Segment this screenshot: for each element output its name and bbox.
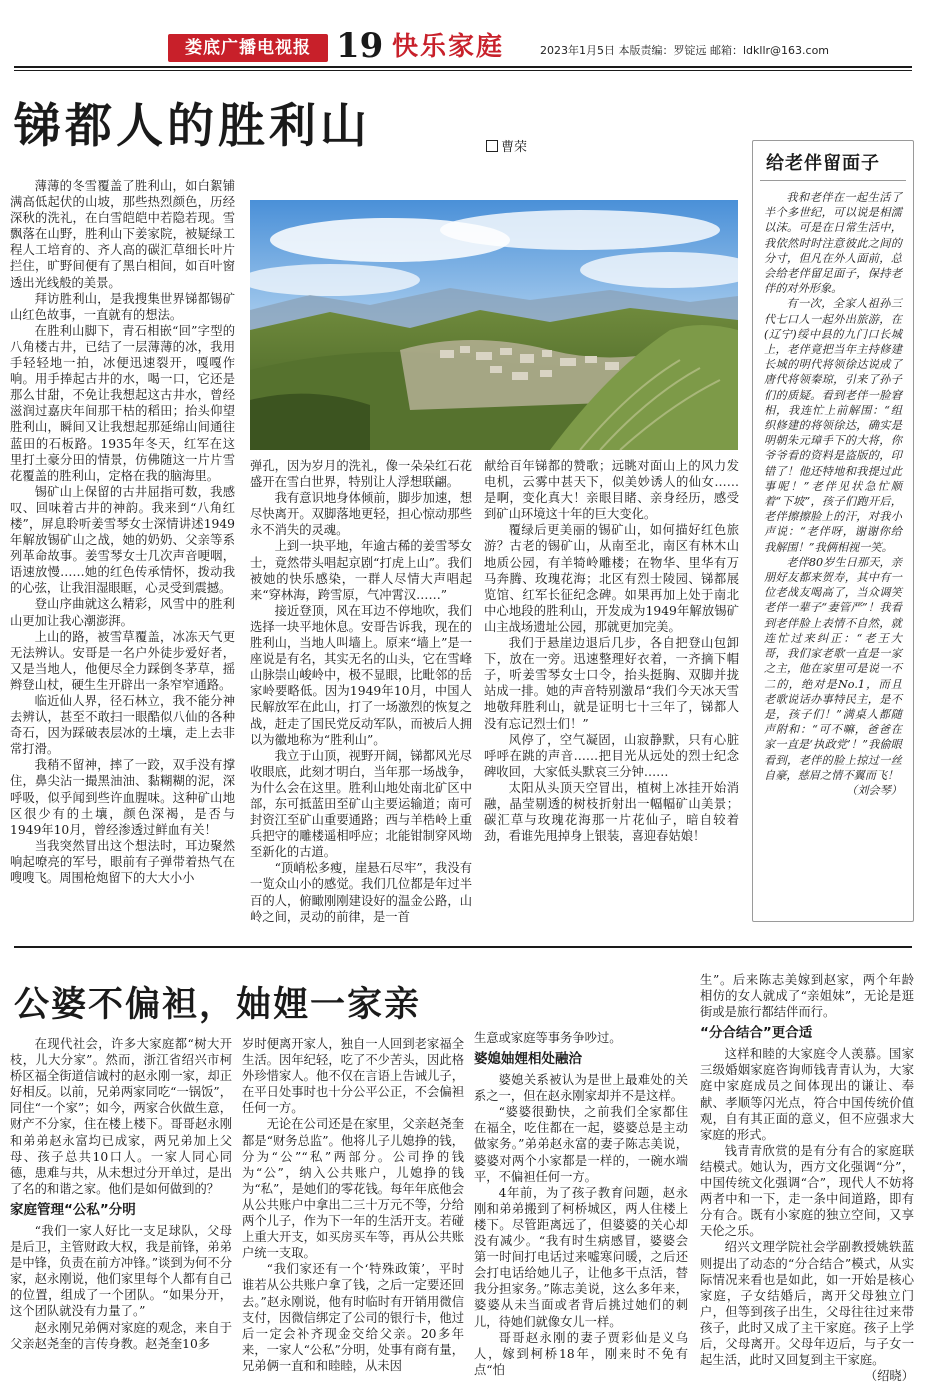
- paragraph: 锡矿山上保留的古井屈指可数，我感叹、回味着古井的神韵。我来到“八角红楼”，屏息聆听姜雪琴女士深情讲述1949年解放锡矿山之战，她的奶奶、父亲等系列革命故事。姜雪琴女士几次声音哽咽，语速放慢……她的红色传承情怀，拨动我的心弦，让我泪湿眼眶，心灵受到震撼。: [10, 484, 235, 596]
- paragraph: 我有意识地身体倾前，脚步加速，想尽快离开。双脚落地更轻，担心惊动那些永不消失的灵魂。: [250, 491, 472, 538]
- paragraph: 接近登顶，风在耳边不停地吹，我们选择一块平地休息。安哥告诉我，现在的胜利山，当地人叫墙上。原来“墙上”是一座说是有名，其实无名的山头，它在雪峰山脉崇山峻岭中，极不显眼，比毗邻的岳家岭要略低。因为1949年10月，中国人民解放军在此山，打了一场激烈的恢复之战，赶走了国民党反动军队，而被后人拥以为徽地称为“胜利山”。: [250, 603, 472, 747]
- paragraph: 绍兴文理学院社会学副教授姚轶蓝则提出了动态的“分合结合”模式，从实际情况来看也是如此，如一开始是核心家庭，子女结婚后，离开父母独立门户，但等到孩子出生，父母往往过来带孩子，此时又成了主干家庭。孩子上学后，父母离开。父母年迈后，与子女一起生活，此时又回复到主干家庭。: [700, 1240, 914, 1368]
- newspaper-logo: 娄底广播电视报: [168, 34, 328, 62]
- page-number: 19: [336, 26, 384, 66]
- article-column-3: [484, 458, 739, 940]
- paragraph: 我稍不留神，摔了一跤，双手没有撑住，鼻尖沾一撮黑油油、黏糊糊的泥，深呼吸，似乎闻到些许血腥味。这种矿山地区很少有的土壤，颜色深褐，是否与1949年10月，曾经渗透过鲜血有关！: [10, 758, 235, 837]
- article2-column-3: [474, 1030, 688, 1396]
- issue-meta: 2023年1月5日 本版责编：罗锭远 邮箱：ldkllr@163.com: [540, 44, 830, 57]
- paragraph: 风停了，空气凝固，山寂静默，只有心脏呼呼在跳的声音……把目光从远处的烈士纪念碑收回，大家低头默哀三分钟……: [484, 732, 739, 779]
- subheading: 家庭管理“公私”分明: [10, 1201, 136, 1218]
- sidebar-title: 给老伴留面子: [766, 153, 880, 174]
- subheading: 婆媳妯娌相处融洽: [474, 1051, 582, 1068]
- paragraph: 生”。后来陈志美嫁到赵家，两个年龄相仿的女人就成了“亲姐妹”，无论是逛街或是旅行都结伴而行。: [700, 973, 914, 1020]
- paragraph: 生意或家庭等事务争吵过。: [474, 1031, 622, 1045]
- mountain-village-illustration: [250, 200, 738, 450]
- article2-signature: （绍晓）: [864, 1369, 914, 1384]
- paragraph: 钱青青欣赏的是有分有合的家庭联结模式。她认为，西方文化强调“分”，中国传统文化强调“合”，现代人不妨将两者中和一下，走一条中间道路，即有分有合。既有小家庭的独立空间，又享天伦之乐。: [700, 1143, 914, 1239]
- paragraph: 上山的路，被雪草覆盖，冰冻天气更无法辨认。安哥是一名户外徒步爱好者，又是当地人，他便尽全力踩倒冬茅草，摇辫登山杖，硬生生开辟出一条窄窄通路。: [10, 629, 235, 692]
- paragraph: 在现代社会，许多大家庭都“树大开枝，儿大分家”。然而，浙江省绍兴市柯桥区福全街道信诚村的赵永刚一家，却正好相反。以前，兄弟两家同吃“一锅饭”，同住“一个家”；如今，两家合伙做生意，财产不分家，住在楼上楼下。哥哥赵永刚和弟弟赵永富均已成家，两兄弟加上父母、孩子总共10口人。一家人同心同德，患难与共，从未想过分开单过，是出了名的和谐之家。他们是如何做到的？: [10, 1037, 232, 1196]
- paragraph: 4年前，为了孩子教育问题，赵永刚和弟弟搬到了柯桥城区，两人住楼上楼下。尽管距离远了，但婆婆的关心却没有减少。“我有时生病感冒，婆婆会第一时间打电话过来嘘寒问暖，之后还会打电话给她儿子，让他多干点活，替我分担家务。”陈志美说，这么多年来，婆婆从未当面或者背后挑过她们的刺儿，待她们就像女儿一样。: [474, 1185, 688, 1329]
- landscape-photo: [250, 200, 738, 450]
- paragraph: “我们一家人好比一支足球队，父母是后卫，主管财政大权，我是前锋，弟弟是中锋，负责在前方冲锋。”谈到为何不分家，赵永刚说，他们家里每个人都有自己的位置，组成了一个团队。“如果分开，这个团队就没有力量了。”: [10, 1223, 232, 1319]
- paragraph: 哥哥赵永刚的妻子贾彩仙是义乌人，嫁到柯桥18年，刚来时不免有点“怕: [474, 1330, 688, 1377]
- section-name: 快乐家庭: [392, 32, 505, 62]
- paragraph: “婆婆很勤快，之前我们全家都住在福全，吃住都在一起，婆婆总是主动做家务。”弟弟赵永富的妻子陈志美说，婆婆对两个小家都是一样的，一碗水端平，不偏袒任何一方。: [474, 1105, 688, 1184]
- sidebar-text: [764, 190, 902, 798]
- paragraph: “我们家还有一个‘特殊政策’，平时谁若从公共账户拿了钱，之后一定要还回去。”赵永刚说，他有时临时有开销用微信支付，因微信绑定了公司的银行卡，他过后一定会补齐现金交给父亲。20多年来，一家人“公私”分明，处事有商有量，兄弟俩一直和和睦睦，从未因: [242, 1262, 464, 1373]
- paragraph: 无论在公司还是在家里，父亲赵尧奎都是“财务总监”。他将儿子儿媳挣的钱，分为“公”“私”两部分。公司挣的钱为“公”，纳入公共账户，儿媳挣的钱为“私”，是她们的零花钱。每年年底他会从公共账户中拿出二三十万元不等，分给两个儿子，作为下一年的生活开支。若碰上重大开支，如买房买车等，再从公共账户统一支取。: [242, 1117, 464, 1261]
- sidebar-paragraph: 我和老伴在一起生活了半个多世纪，可以说是相濡以沫。可是在日常生活中，我依然时时注意彼此之间的分寸，但凡在外人面前，总会给老伴留足面子，保持老伴的对外形象。: [764, 191, 902, 296]
- article2-column-4: [700, 972, 914, 1396]
- sidebar-rule: [760, 180, 906, 181]
- sidebar-signature: （刘会琴）: [846, 783, 902, 797]
- article-column-2: [250, 458, 472, 940]
- paragraph: 岁时便离开家人，独自一人回到老家福全生活。因年纪轻，吃了不少苦头，因此格外珍惜家人。他不仅在言语上告诫儿子，在平日处事时也十分公平公正，不会偏袒任何一方。: [242, 1037, 464, 1116]
- paragraph: 拜访胜利山，是我搜集世界锑都锡矿山红色故事，一直就有的想法。: [10, 291, 235, 322]
- paragraph: 登山序曲就这么精彩，风雪中的胜利山更加让我心潮澎湃。: [10, 597, 235, 628]
- header-rule: [14, 66, 912, 68]
- paragraph: 薄薄的冬雪覆盖了胜利山，如白絮铺满高低起伏的山坡，那些热烈颜色，历经深秋的洗礼，在白雪皑皑中若隐若现。雪飘落在山野，胜利山下姜家院，被疑绿工程人工培育的、齐人高的碳汇草细长叶片拦住，旷野间便有了黑白相间，如百叶窗透出光线般的美景。: [10, 179, 235, 290]
- paragraph: 太阳从头顶天空冒出，植树上冰挂开始消融，晶莹剔透的树枝折射出一幅幅矿山美景；碳汇草与玫瑰花海那一片花仙子，暗自较着劲，看谁先甩掉身上银装，喜迎春姑娘！: [484, 780, 739, 844]
- article2-title: 公婆不偏袒，妯娌一家亲: [14, 985, 422, 1025]
- paragraph: 弹孔，因为岁月的洗礼，像一朵朵红石花盛开在雪白世界，特别让人浮想联翩。: [250, 459, 472, 490]
- paragraph: 当我突然冒出这个想法时，耳边聚然响起嘹亮的军号，眼前有子弹带着热气在嗖嗖飞。周围枪炮留下的大大小小: [10, 838, 235, 886]
- paragraph: 在胜利山脚下，青石相嵌“回”字型的八角楼古井，已结了一层薄薄的冰，我用手轻轻地一拍，冰便迅速裂开，嘎嘎作响。用手捧起古井的水，喝一口，它还是那么甘甜，不免让我想起这古井水，曾经滋润过嘉庆年间那干枯的稻田；抬头仰望胜利山，瞬间又让我想起那延绵山间通往蓝田的石板路。1935年冬天，红军在这里打土豪分田的情景，仿佛随这一片片雪花覆盖的胜利山，定格在我的脑海里。: [10, 323, 235, 483]
- paragraph: 覆绿后更美丽的锡矿山，如何描好红色旅游？古老的锡矿山，从南至北，南区有林木山地质公园，有羊犄岭雕楼；在物华、里华有万马奔腾、玫瑰花海；北区有烈士陵园、锑都展览馆、红军长征纪念碑。如果再加上处于南北中心地段的胜利山，开发成为1949年解放锡矿山主战场遗址公园，那就更加完美。: [484, 523, 739, 634]
- page-header: [0, 0, 926, 72]
- byline-box-icon: [486, 140, 498, 152]
- paragraph: 赵永刚兄弟俩对家庭的观念，来自于父亲赵尧奎的言传身教。赵尧奎10多: [10, 1320, 232, 1351]
- paragraph: 献给百年锑都的赞歌；远眺对面山上的风力发电机，云雾中甚天下，似美妙诱人的仙女……是啊，变化真大！亲眼目睹、亲身经历，感受到矿山环境这十年的巨大变化。: [484, 459, 739, 522]
- paragraph: 我们于悬崖边退后几步，各自把登山包卸下，放在一旁。迅速整理好衣着，一齐摘下帽子，听姜雪琴女士口令，抬头挺胸、双脚并拢站成一排。她的声音特别激昂“我们今天冰天雪地敬拜胜利山，就是证明七十三年了，锑都人没有忘记烈士们！”: [484, 636, 739, 731]
- subheading: “分合结合”更合适: [700, 1025, 813, 1042]
- article-column-1: [10, 178, 235, 940]
- sidebar-paragraph: 有一次，全家人祖孙三代七口人一起外出旅游，在(辽宁)绥中县的九门口长城上，老伴竟把当年主持修建长城的明代将领徐达说成了唐代将领秦琼，引来了孙子们的质疑。看到老伴一脸窘相，我连忙上前解围：“组织修建的将领徐达，确实是明朝朱元璋手下的大将，你爷爷看的资料是盗版的，印错了！他还特地和我提过此事呢！”老伴见状急忙顺着“下坡”，孩子们跑开后，老伴擦擦脸上的汗，对我小声说：“老伴呀，谢谢你给我解围！”我俩相视一笑。: [764, 297, 902, 554]
- paragraph: 这样和睦的大家庭令人羡慕。国家三级婚姻家庭咨询师钱青青认为，大家庭中家庭成员之间体现出的谦让、奉献、孝顺等闪光点，符合中国传统价值观，自有其正面的意义，但不应强求大家庭的形式。: [700, 1047, 914, 1142]
- sidebar-paragraph: 老伴80岁生日那天，亲朋好友都来贺寿，其中有一位老战友喝高了，当众调笑老伴一辈子“妻管严”！我看到老伴脸上表情不自然，就连忙过来纠正：“老王大哥，我们家老歌一直是一家之主，他在家里可是说一不二的，绝对是No.1，而且老歌说话办事特民主，是不是，孩子们！”满桌人都随声附和：“可不嘛，爸爸在家一直是‘执政党’！”我偷眼看到，老伴的脸上掠过一丝自豪，慈眉之情不翼而飞！: [764, 555, 902, 782]
- paragraph: 上到一块平地，年逾古稀的姜雪琴女士，竟然带头唱起京剧“打虎上山”。我们被她的快乐感染，一群人尽情大声唱起来“穿林海，跨雪原，气冲霄汉……”: [250, 539, 472, 602]
- article-byline: [486, 140, 527, 156]
- paragraph: 临近仙人界，径石林立，我不能分神去辨认，甚至不敢扫一眼酷似八仙的各种奇石，因为踩破表层冰的土壤，走上去非常打滑。: [10, 694, 235, 757]
- paragraph: 我立于山顶，视野开阔，锑都风光尽收眼底，此刻才明白，当年那一场战争，为什么会在这里。胜利山地处南北矿区中部，东可抵蓝田至矿山主要运输道；南可封资江至矿山重要通路；西与羊梏岭上重兵把守的雕楼遥相呼应；北能钳制穿风坳至新化的古道。: [250, 748, 472, 860]
- article2-column-2: [242, 1036, 464, 1396]
- article2-column-1: [10, 1036, 232, 1396]
- byline-author: 曹荣: [501, 140, 528, 155]
- article-title: 锑都人的胜利山: [14, 99, 371, 154]
- paragraph: “顶峭松多瘦，崖悬石尽牢”，我没有一览众山小的感觉。我们几位都是年过半百的人，俯瞰刚刚建设好的温金公路，山岭之间，灵动的前律，是一首: [250, 861, 472, 924]
- paragraph: 婆媳关系被认为是世上最难处的关系之一，但在赵永刚家却并不是这样。: [474, 1073, 688, 1104]
- section-divider: [14, 946, 912, 948]
- header-rule-thin: [14, 70, 912, 71]
